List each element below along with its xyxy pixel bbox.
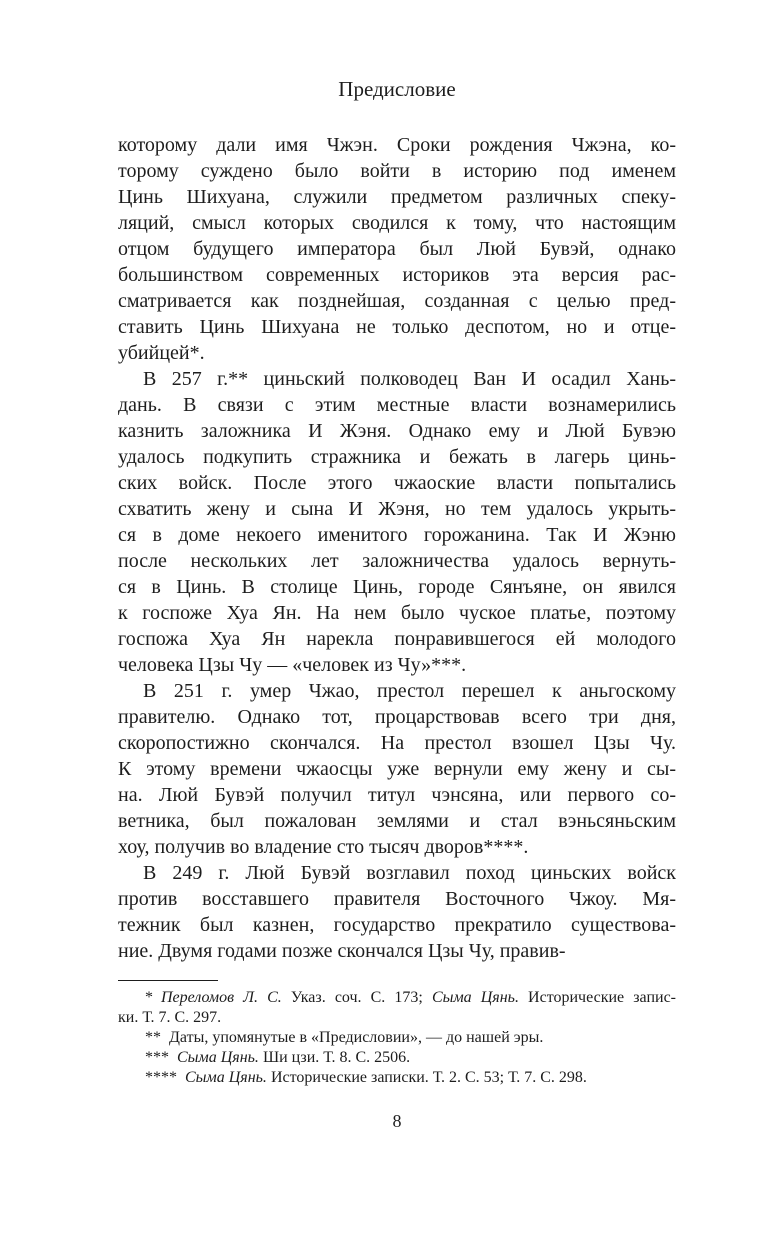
- footnote-citation-author: Сыма Цянь.: [431, 989, 519, 1006]
- footnote-text: *: [145, 989, 161, 1006]
- footnote-text: ки. Т. 7. С. 297.: [118, 1009, 222, 1026]
- footnote-text: Ши цзи. Т. 8. С. 2506.: [258, 1049, 411, 1066]
- text-line: тежник был казнен, государство прекратило существова-: [118, 914, 676, 936]
- text-line: большинством современных историков эта версия рас-: [118, 264, 676, 286]
- text-line: дань. В связи с этим местные власти вознамерились: [118, 394, 676, 416]
- footnote-citation-author: Сыма Цянь.: [185, 1069, 267, 1086]
- text-line: госпожа Хуа Ян нарекла понравившегося ей молодого: [118, 628, 676, 650]
- text-line: ских войск. После этого чжаоские власти попытались: [118, 472, 676, 494]
- footnote-line: [118, 1048, 676, 1068]
- page-number: 8: [392, 1111, 402, 1131]
- text-line: отцом будущего императора был Люй Бувэй, однако: [118, 238, 676, 260]
- text-line: которому дали имя Чжэн. Сроки рождения Чжэна, ко-: [118, 134, 676, 156]
- text-line: В 249 г. Люй Бувэй возглавил поход циньских войск: [143, 862, 676, 884]
- paragraph: [118, 132, 676, 366]
- text-line: В 257 г.** циньский полководец Ван И осадил Хань-: [143, 368, 676, 390]
- footnote-line: [118, 1028, 676, 1048]
- footnote-line: [118, 1068, 676, 1088]
- text-line: ся в Цинь. В столице Цинь, городе Сянъяне, он явился: [118, 576, 676, 598]
- text-line: В 251 г. умер Чжао, престол перешел к аньгоскому: [143, 680, 676, 702]
- text-line: правителю. Однако тот, процарствовав всего три дня,: [118, 706, 676, 728]
- footnote-citation-author: Переломов Л. С.: [161, 989, 282, 1006]
- text-line: удалось подкупить стражника и бежать в лагерь цинь-: [118, 446, 676, 468]
- paragraph: [118, 366, 676, 678]
- text-line: К этому времени чжаосцы уже вернули ему жену и сы-: [118, 758, 676, 780]
- footnote-text: Указ. соч. С. 173;: [281, 989, 432, 1006]
- text-column: [118, 78, 676, 1132]
- footnote-citation-author: Сыма Цянь.: [177, 1049, 259, 1066]
- footnote-text: ** Даты, упомянутые в «Предисловии», — до нашей эры.: [145, 1029, 544, 1046]
- text-line: Цинь Шихуана, служили предметом различных спеку-: [118, 186, 676, 208]
- footnote-text: ****: [145, 1069, 185, 1086]
- text-line: на. Люй Бувэй получил титул чэнсяна, или первого со-: [118, 784, 676, 806]
- text-line: против восставшего правителя Восточного Чжоу. Мя-: [118, 888, 676, 910]
- text-line: ние. Двумя годами позже скончался Цзы Чу, правив-: [118, 940, 566, 962]
- text-line: убийцей*.: [118, 342, 205, 364]
- footnote-text: ***: [145, 1049, 177, 1066]
- text-line: схватить жену и сына И Жэня, но тем удалось укрыть-: [118, 498, 676, 520]
- text-line: хоу, получив во владение сто тысяч дворов****.: [118, 836, 529, 858]
- text-line: ляций, смысл которых сводился к тому, что настоящим: [118, 212, 676, 234]
- text-line: ставить Цинь Шихуана не только деспотом, но и отце-: [118, 316, 676, 338]
- paragraph: [118, 860, 676, 964]
- text-line: ся в доме некоего именитого горожанина. Так И Жэню: [118, 524, 676, 546]
- footnote-text: Исторические записки. Т. 2. С. 53; Т. 7. С. 298.: [266, 1069, 587, 1086]
- footnote-line: [118, 1008, 676, 1028]
- text-line: после нескольких лет заложничества удалось вернуть-: [118, 550, 676, 572]
- running-head-title: Предисловие: [338, 77, 456, 101]
- footnote-separator: [118, 980, 218, 981]
- body-text: [118, 132, 676, 964]
- text-line: ветника, был пожалован землями и стал вэньсяньским: [118, 810, 676, 832]
- text-line: к госпоже Хуа Ян. На нем было чуское платье, поэтому: [118, 602, 676, 624]
- text-line: скоропостижно скончался. На престол взошел Цзы Чу.: [118, 732, 676, 754]
- text-line: казнить заложника И Жэня. Однако ему и Люй Бувэю: [118, 420, 676, 442]
- footnote-line: [118, 988, 676, 1008]
- footnotes: [118, 988, 676, 1088]
- text-line: торому суждено было войти в историю под именем: [118, 160, 676, 182]
- text-line: человека Цзы Чу — «человек из Чу»***.: [118, 654, 467, 676]
- text-line: сматривается как позднейшая, созданная с целью пред-: [118, 290, 676, 312]
- paragraph: [118, 678, 676, 860]
- footnote-text: Исторические запис-: [518, 989, 676, 1006]
